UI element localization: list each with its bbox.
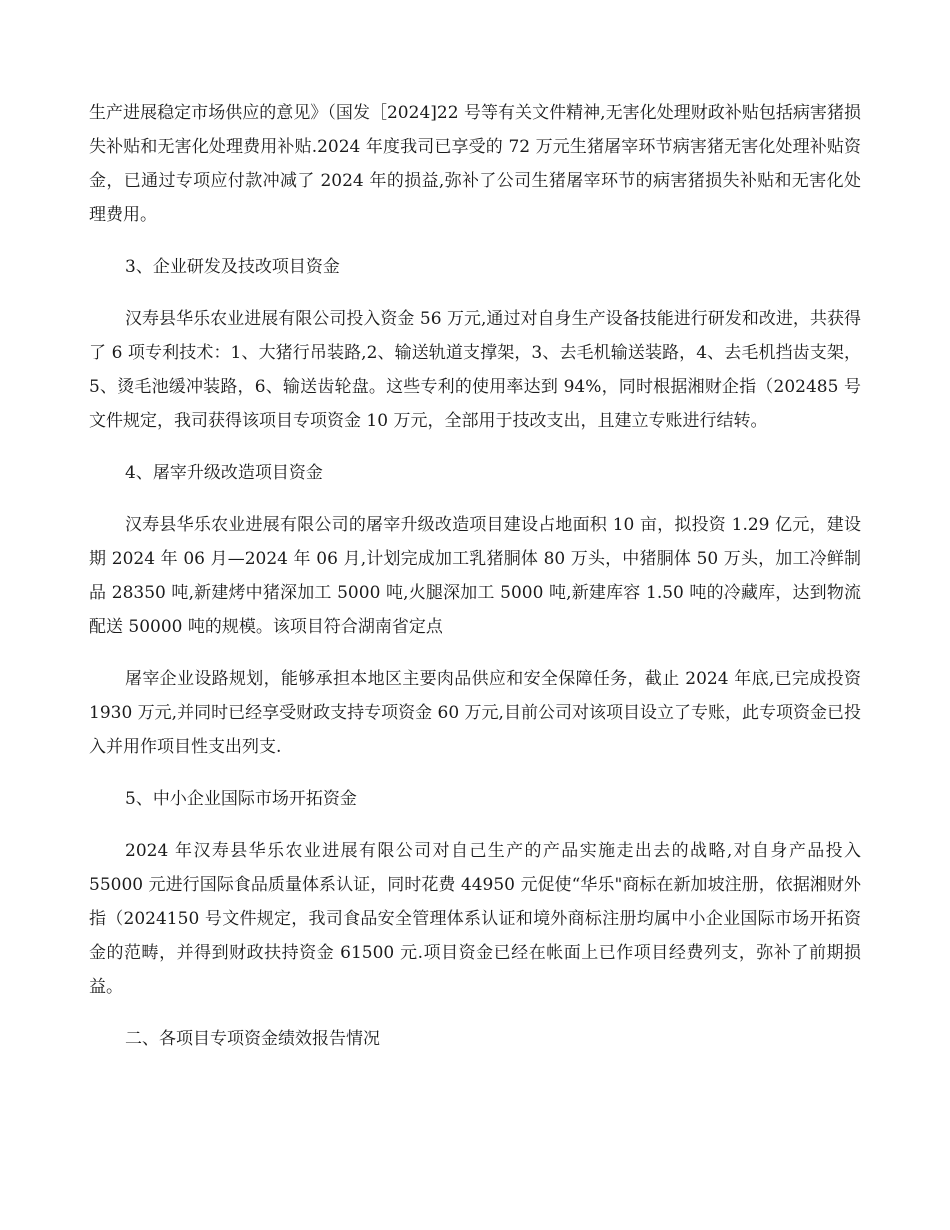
document-body bbox=[89, 96, 861, 1074]
paragraph-subsidy-continuation: 生产进展稳定市场供应的意见》（国发［2024]22 号等有关文件精神,无害化处理财政补贴包括病害猪损失补贴和无害化处理费用补贴.2024 年度我司已享受的 72 万元生猪屠宰环节病害猪无害化处理补贴资金，已通过专项应付款冲减了 2024 年的损益,弥补了公司生猪屠宰环节的病害猪损失补贴和无害化处理费用。 bbox=[89, 103, 861, 225]
paragraph-international-market: 2024 年汉寿县华乐农业进展有限公司对自己生产的产品实施走出去的战略,对自身产品投入 55000 元进行国际食品质量体系认证，同时花费 44950 元促使“华乐"商标在新加坡注册，依据湘财外指（2024150 号文件规定，我司食品安全管理体系认证和境外商标注册均属中小企业国际市场开拓资金的范畴，并得到财政扶持资金 61500 元.项目资金已经在帐面上已作项目经费列支，弥补了前期损益。 bbox=[89, 841, 861, 997]
heading-performance-report: 二、各项目专项资金绩效报告情况 bbox=[125, 1029, 380, 1049]
paragraph-slaughter-upgrade: 汉寿县华乐农业进展有限公司的屠宰升级改造项目建设占地面积 10 亩，拟投资 1.29 亿元，建设期 2024 年 06 月—2024 年 06 月,计划完成加工乳猪胴体 80 万头，中猪胴体 50 万头，加工冷鲜制品 28350 吨,新建烤中猪深加工 5000 吨,火腿深加工 5000 吨,新建库容 1.50 吨的冷藏库，达到物流配送 50000 吨的规模。该项目符合湖南省定点 bbox=[89, 515, 861, 637]
paragraph-rd-funds: 汉寿县华乐农业进展有限公司投入资金 56 万元,通过对自身生产设备技能进行研发和改进，共获得了 6 项专利技术：1、大猪行吊装路,2、输送轨道支撑架，3、去毛机输送装路，4、去毛机挡齿支架，5、烫毛池缓冲装路，6、输送齿轮盘。这些专利的使用率达到 94%，同时根据湘财企指（202485 号文件规定，我司获得该项目专项资金 10 万元，全部用于技改支出，且建立专账进行结转。 bbox=[89, 309, 861, 431]
heading-rd-funds: 3、企业研发及技改项目资金 bbox=[125, 257, 340, 277]
heading-slaughter-upgrade: 4、屠宰升级改造项目资金 bbox=[125, 463, 323, 483]
heading-international-market: 5、中小企业国际市场开拓资金 bbox=[125, 789, 357, 809]
paragraph-slaughter-investment: 屠宰企业设路规划，能够承担本地区主要肉品供应和安全保障任务，截止 2024 年底,已完成投资 1930 万元,并同时已经享受财政支持专项资金 60 万元,目前公司对该项目设立了专账，此专项资金已投入并用作项目性支出列支. bbox=[89, 669, 861, 757]
